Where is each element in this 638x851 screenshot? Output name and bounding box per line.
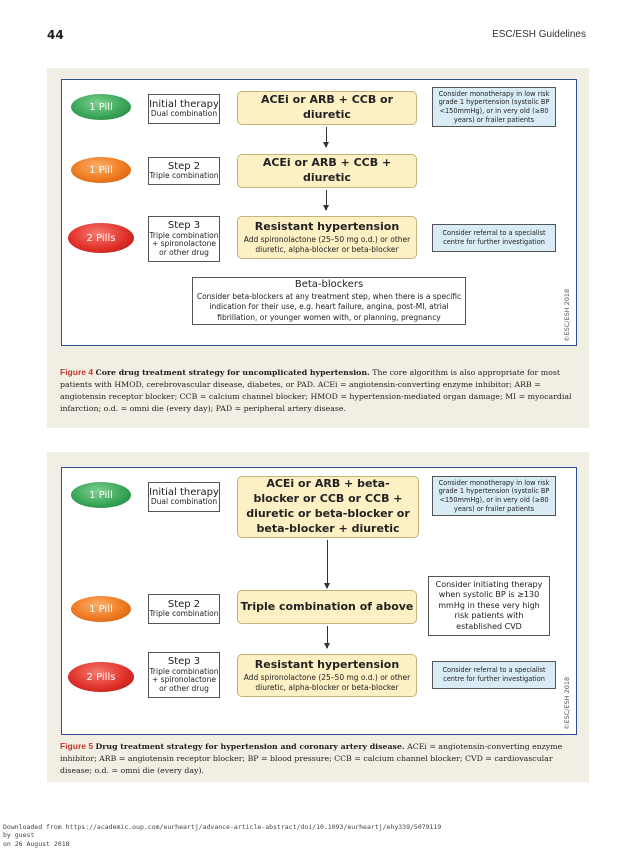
pill-icon: [71, 596, 131, 622]
step-subtitle: Triple combination: [149, 609, 219, 619]
arrow-icon: [326, 190, 327, 210]
pill-label: 1 Pill: [89, 164, 113, 176]
drug-box: [237, 216, 417, 259]
drug-box: [237, 154, 417, 188]
figure-4-caption: [60, 366, 580, 415]
pill-label: 2 Pills: [86, 671, 116, 683]
step-title: Initial therapy: [149, 98, 219, 110]
figure-4-diagram: [61, 79, 577, 346]
arrow-icon: [326, 127, 327, 147]
beta-blockers-text: Consider beta-blockers at any treatment step, when there is a specific indication for their use, e.g. heart failure, angina, post-MI, atrial fibrillation, or younger women with, or planning, pregnancy: [196, 292, 462, 322]
pill-label: 1 Pill: [89, 101, 113, 113]
caption-text: ACEi = angiotensin-converting enzyme inhibitor; ARB = angiotensin receptor blocker; BP = blood pressure; CCB = calcium channel blocker; CVD = cardiovascular disease; o.d. = omni die (every day).: [60, 742, 563, 776]
footer-line: Downloaded from https://academic.oup.com/eurheartj/advance-article-abstract/doi/10.1093/eurheartj/ehy339/5079119: [3, 823, 442, 831]
note-text: Consider initiating therapy when systolic BP is ≥130 mmHg in these very high risk patients with established CVD: [435, 580, 543, 631]
figure-title: Core drug treatment strategy for uncomplicated hypertension.: [95, 368, 370, 377]
drug-box: [237, 654, 417, 697]
drug-text: ACEi or ARB + CCB + diuretic: [262, 156, 392, 184]
page-number: 44: [47, 28, 64, 42]
note-box: [428, 576, 550, 636]
figure-label: Figure 5: [60, 741, 94, 751]
pill-icon: [71, 482, 131, 508]
step-box: [148, 482, 220, 512]
drug-subtitle: Add spironolactone (25–50 mg o.d.) or other diuretic, alpha-blocker or beta-blocker: [243, 673, 411, 692]
caption-text: The core algorithm is also appropriate for most patients with HMOD, cerebrovascular disease, diabetes, or PAD. ACEi = angiotensin-converting enzyme inhibitor; ARB = angiotensin receptor blocker; CCB = calcium channel blocker; HMOD = hypertension-mediated organ damage; MI = myocardial infarction; o.d. = omni die (every day); PAD = peripheral artery disease.: [60, 368, 572, 414]
beta-blockers-box: [192, 277, 466, 325]
step-box: [148, 216, 220, 262]
pill-label: 1 Pill: [89, 603, 113, 615]
step-box: [148, 94, 220, 124]
step-box: [148, 594, 220, 624]
figure-label: Figure 4: [60, 367, 94, 377]
drug-box: [237, 476, 419, 538]
note-box: [432, 476, 556, 516]
step-subtitle: Triple combination + spironolactone or other drug: [149, 230, 219, 258]
pill-icon: [71, 157, 131, 183]
step-box: [148, 157, 220, 185]
figure-5-diagram: [61, 467, 577, 735]
copyright-notice: ©ESC/ESH 2018: [563, 676, 571, 730]
step-title: Step 2: [167, 598, 201, 610]
drug-title: Resistant hypertension: [254, 658, 400, 672]
step-title: Step 2: [167, 160, 201, 172]
pill-label: 1 Pill: [89, 489, 113, 501]
pill-label: 2 Pills: [86, 232, 116, 244]
arrow-icon: [327, 626, 328, 648]
drug-text: ACEi or ARB + beta-blocker or CCB or CCB + diuretic or beta-blocker or beta-blocker + diuretic: [246, 477, 410, 535]
drug-subtitle: Add spironolactone (25–50 mg o.d.) or other diuretic, alpha-blocker or beta-blocker: [243, 235, 411, 254]
step-title: Initial therapy: [149, 486, 219, 498]
copyright-notice: ©ESC/ESH 2018: [563, 288, 571, 342]
step-box: [148, 652, 220, 698]
figure-title: Drug treatment strategy for hypertension and coronary artery disease.: [95, 742, 405, 751]
note-text: Consider monotherapy in low risk grade 1 hypertension (systolic BP <150mmHg), or in very old (≥80 years) or frailer patients: [438, 478, 550, 513]
arrow-icon: [327, 540, 328, 588]
step-subtitle: Dual combination: [150, 497, 218, 507]
note-box: [432, 224, 556, 252]
note-text: Consider referral to a specialist centre for further investigation: [442, 229, 546, 246]
pill-icon: [68, 223, 134, 253]
note-box: [432, 87, 556, 127]
step-title: Step 3: [167, 220, 201, 232]
note-box: [432, 661, 556, 689]
figure-5-caption: [60, 740, 580, 777]
drug-box: [237, 590, 417, 624]
pill-icon: [68, 662, 134, 692]
footer-line: by guest: [3, 831, 35, 840]
note-text: Consider monotherapy in low risk grade 1 hypertension (systolic BP <150mmHg), or in very old (≥80 years) or frailer patients: [438, 89, 550, 124]
step-subtitle: Dual combination: [150, 109, 218, 119]
drug-title: Resistant hypertension: [254, 220, 400, 234]
drug-box: [237, 91, 417, 125]
figure-4-panel: [47, 68, 589, 428]
step-title: Step 3: [167, 656, 201, 668]
drug-text: ACEi or ARB + CCB or diuretic: [260, 93, 394, 121]
figure-5-panel: [47, 452, 589, 782]
step-subtitle: Triple combination + spironolactone or other drug: [149, 666, 219, 694]
footer-line: on 26 August 2018: [3, 839, 70, 848]
drug-text: Triple combination of above: [240, 599, 414, 613]
pill-icon: [71, 94, 131, 120]
note-text: Consider referral to a specialist centre for further investigation: [442, 666, 546, 683]
beta-blockers-title: Beta-blockers: [294, 279, 364, 291]
step-subtitle: Triple combination: [149, 171, 219, 181]
download-footer: [3, 823, 441, 848]
running-header: ESC/ESH Guidelines: [492, 29, 586, 40]
